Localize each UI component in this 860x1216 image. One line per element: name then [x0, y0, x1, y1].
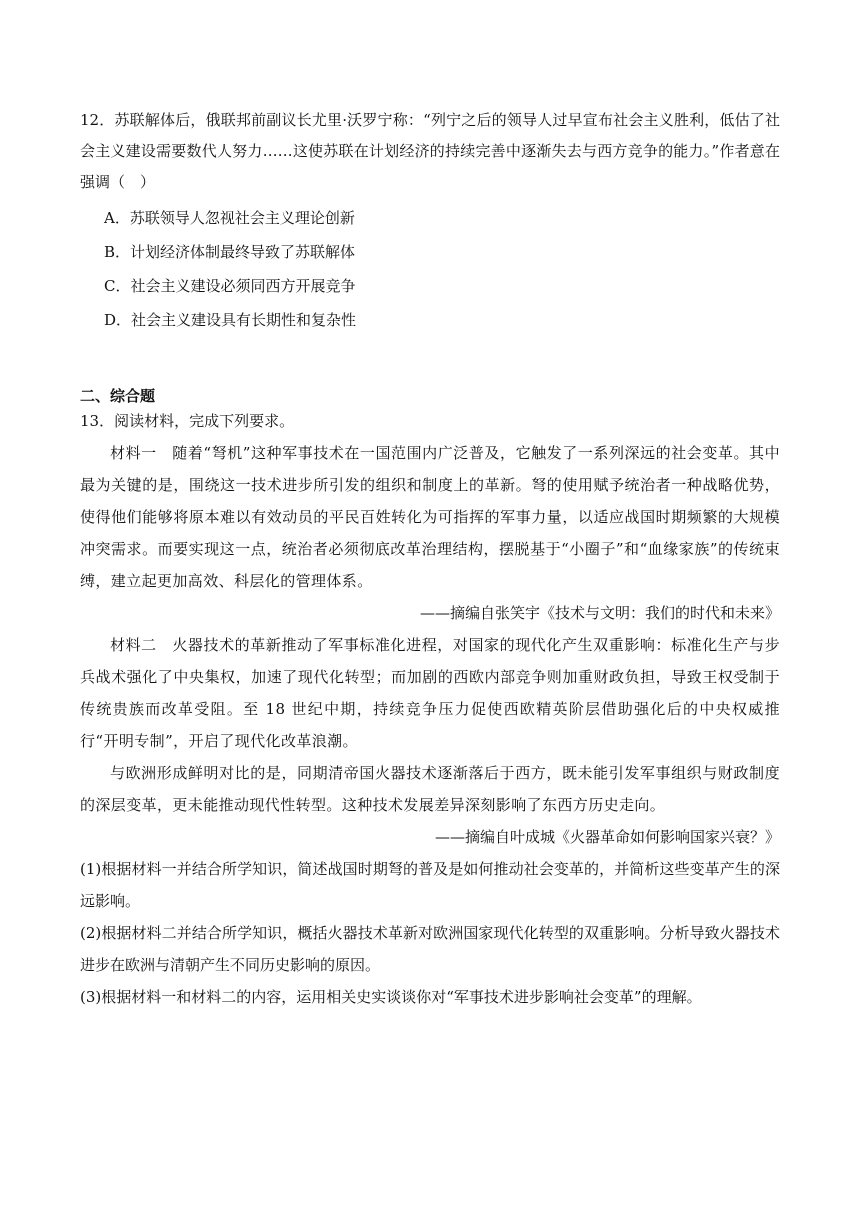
material-2-source: ——摘编自叶成城《火器革命如何影响国家兴衰？》 [434, 828, 780, 846]
material-2-part-2: 与欧洲形成鲜明对比的是，同期清帝国火器技术逐渐落后于西方，既未能引发军事组织与财政制度的深层变革，更未能推动现代性转型。这种技术发展差异深刻影响了东西方历史走向。 [80, 764, 780, 814]
material-2-part-1: 材料二 火器技术的革新推动了军事标准化进程，对国家的现代化产生双重影响：标准化生产与步兵战术强化了中央集权，加速了现代化转型；而加剧的西欧内部竞争则加重财政负担，导致王权受制于传统贵族而改革受阻。至 18 世纪中期，持续竞争压力促使西欧精英阶层借助强化后的中央权威推行“开明专制”，开启了现代化改革浪潮。 [80, 636, 780, 750]
option-c: C．社会主义建设必须同西方开展竞争 [104, 277, 356, 295]
option-b: B．计划经济体制最终导致了苏联解体 [104, 243, 356, 261]
material-1: 材料一 随着“弩机”这种军事技术在一国范围内广泛普及，它触发了一系列深远的社会变革。其中最为关键的是，围绕这一技术进步所引发的组织和制度上的革新。弩的使用赋予统治者一种战略优势，使得他们能够将原本难以有效动员的平民百姓转化为可指挥的军事力量，以适应战国时期频繁的大规模冲突需求。而要实现这一点，统治者必须彻底改革治理结构，摆脱基于“小圈子”和“血缘家族”的传统束缚，建立起更加高效、科层化的管理体系。 [80, 444, 780, 590]
question-12-stem: 12．苏联解体后，俄联邦前副议长尤里·沃罗宁称：“列宁之后的领导人过早宣布社会主义胜利，低估了社会主义建设需要数代人努力……这使苏联在计划经济的持续完善中逐渐失去与西方竞争的能力。”作者意在强调（ ） [80, 111, 780, 191]
section-heading: 二、综合题 [80, 387, 156, 405]
document-page [80, 105, 780, 1013]
sub-question-3: (3)根据材料一和材料二的内容，运用相关史实谈谈你对“军事技术进步影响社会变革”的理解。 [80, 988, 702, 1006]
sub-question-1: (1)根据材料一并结合所学知识，简述战国时期弩的普及是如何推动社会变革的，并简析这些变革产生的深远影响。 [80, 860, 780, 910]
question-13-intro: 13．阅读材料，完成下列要求。 [80, 412, 295, 430]
material-1-source: ——摘编自张笑宇《技术与文明：我们的时代和未来》 [419, 604, 780, 622]
option-d: D．社会主义建设具有长期性和复杂性 [104, 311, 357, 329]
sub-question-2: (2)根据材料二并结合所学知识，概括火器技术革新对欧洲国家现代化转型的双重影响。分析导致火器技术进步在欧洲与清朝产生不同历史影响的原因。 [80, 924, 780, 974]
question-12-options [80, 201, 780, 337]
option-a: A．苏联领导人忽视社会主义理论创新 [104, 209, 355, 227]
